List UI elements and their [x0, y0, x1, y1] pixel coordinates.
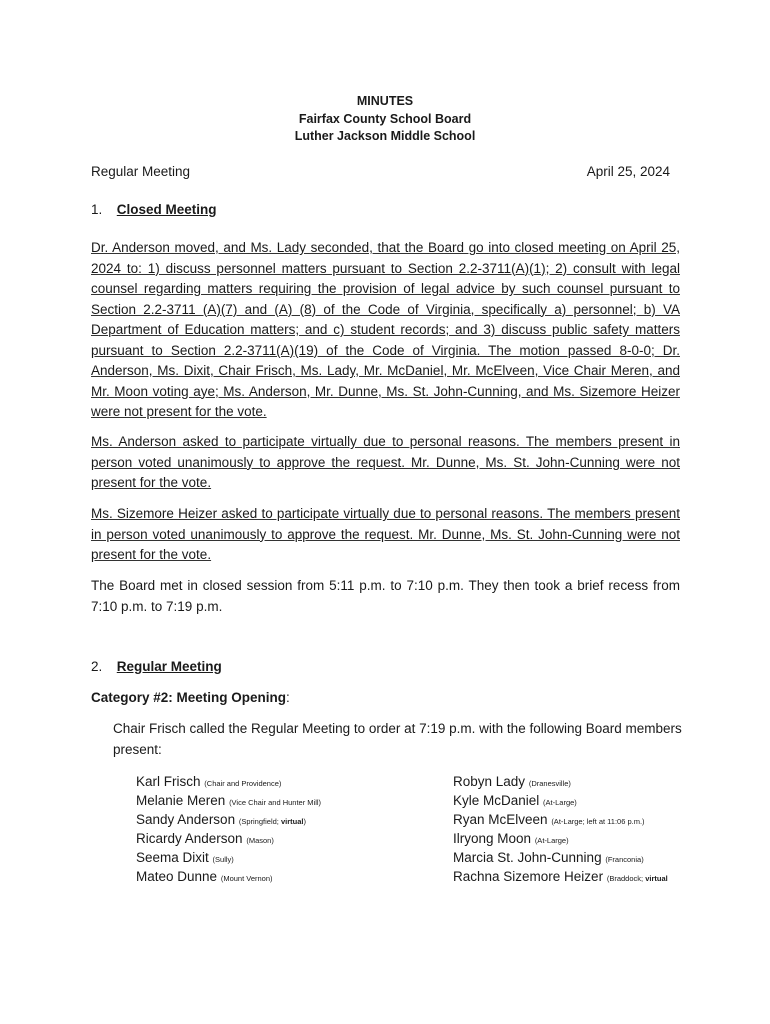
member-entry [453, 867, 668, 886]
member-name: Melanie Meren [136, 793, 226, 808]
member-virtual-flag: virtual [645, 874, 668, 883]
member-district: (Chair and Providence) [204, 779, 282, 788]
member-name: Karl Frisch [136, 774, 201, 789]
member-district: (Springfield; [238, 817, 281, 826]
closed-session-times-paragraph: The Board met in closed session from 5:11 p.m. to 7:10 p.m. They then took a brief recess from 7:10 p.m. to 7:19 p.m. [91, 578, 680, 614]
member-entry [453, 810, 668, 829]
meeting-type: Regular Meeting [91, 164, 191, 179]
section-1-title: Closed Meeting [116, 202, 217, 217]
header-title: MINUTES [356, 94, 414, 108]
member-name: Sandy Anderson [136, 812, 236, 827]
category-colon: : [286, 690, 290, 705]
member-entry [453, 829, 668, 848]
closed-meeting-motion-paragraph: Dr. Anderson moved, and Ms. Lady seconded, that the Board go into closed meeting on April 25, 2024 to: 1) discuss personnel matters pursuant to Section 2.2-3711(A)(1); 2) consult with legal counsel regarding matters requiring the provision of legal advice by such counsel pursuant to Section 2.2-3711 (A)(7) and (A) (8) of the Code of Virginia, specifically a) personnel; b) VA Department of Education matters; and c) student records; and 3) discuss public safety matters pursuant to Section 2.2-3711(A)(19) of the Code of Virginia. The motion passed 8-0-0; Dr. Anderson, Ms. Dixit, Chair Frisch, Ms. Lady, Mr. McDaniel, Mr. McElveen, Vice Chair Meren, and Mr. Moon voting aye; Ms. Anderson, Mr. Dunne, Ms. St. John-Cunning, and Ms. Sizemore Heizer were not present for the vote. [91, 240, 680, 419]
header-organization: Fairfax County School Board [298, 111, 472, 126]
member-entry [136, 791, 321, 810]
members-list-left [136, 772, 321, 886]
member-entry [136, 772, 321, 791]
section-2-heading [91, 659, 222, 674]
member-district: (Braddock; [606, 874, 646, 883]
section-1-heading [91, 202, 217, 217]
member-district: (Dranesville) [528, 779, 571, 788]
member-entry [453, 848, 668, 867]
minutes-header [0, 93, 770, 146]
category-label: Category #2: Meeting Opening [91, 690, 287, 705]
member-district: (Franconia) [605, 855, 644, 864]
member-name: Ryan McElveen [453, 812, 548, 827]
member-district: (At-Large) [543, 798, 577, 807]
member-name: Kyle McDaniel [453, 793, 540, 808]
sizemore-heizer-virtual-paragraph: Ms. Sizemore Heizer asked to participate virtually due to personal reasons. The members present in person voted unanimously to approve the request. Mr. Dunne, Ms. St. John-Cunning were not present for the vote. [91, 506, 680, 562]
anderson-virtual-paragraph: Ms. Anderson asked to participate virtually due to personal reasons. The members present in person voted unanimously to approve the request. Mr. Dunne, Ms. St. John-Cunning were not present for the vote. [91, 434, 680, 490]
member-district: (Mason) [246, 836, 274, 845]
member-entry [136, 848, 321, 867]
section-2-title: Regular Meeting [116, 659, 222, 674]
header-location: Luther Jackson Middle School [294, 129, 476, 143]
section-2-number: 2. [91, 659, 103, 674]
member-entry [136, 867, 321, 886]
member-name: Ricardy Anderson [136, 831, 243, 846]
member-district: (Sully) [212, 855, 234, 864]
member-district: (At-Large) [534, 836, 569, 845]
category-heading [91, 690, 290, 705]
member-district: (Mount Vernon) [220, 874, 273, 883]
members-list-right [453, 772, 668, 886]
member-virtual-flag: virtual [280, 817, 304, 826]
meeting-date: April 25, 2024 [586, 164, 670, 179]
section-1-number: 1. [91, 202, 103, 217]
member-name: Mateo Dunne [136, 869, 218, 884]
member-district: (At-Large; left at 11:06 p.m.) [551, 817, 645, 826]
member-entry [136, 810, 321, 829]
member-name: Marcia St. John-Cunning [453, 850, 602, 865]
member-entry [136, 829, 321, 848]
member-name: Ilryong Moon [453, 831, 532, 846]
member-entry [453, 772, 668, 791]
member-district: (Vice Chair and Hunter Mill) [229, 798, 322, 807]
member-name: Robyn Lady [453, 774, 526, 789]
meeting-info-line [91, 164, 670, 179]
member-name: Rachna Sizemore Heizer [453, 869, 604, 884]
member-entry [453, 791, 668, 810]
member-name: Seema Dixit [136, 850, 209, 865]
call-to-order-paragraph: Chair Frisch called the Regular Meeting to order at 7:19 p.m. with the following Board members present: [113, 721, 682, 757]
member-district-close: ) [303, 817, 306, 826]
